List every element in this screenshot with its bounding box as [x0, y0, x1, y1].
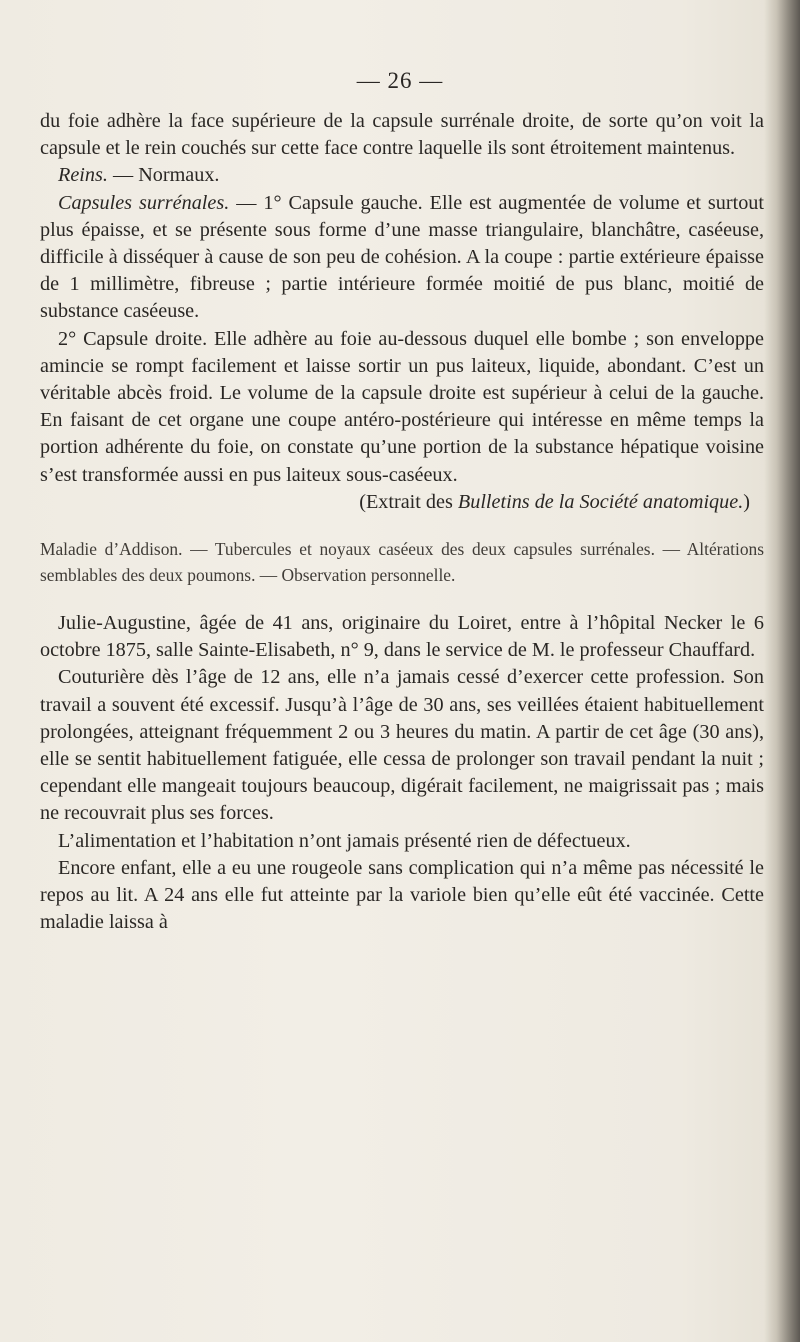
case-heading-block: [40, 536, 764, 588]
reins-dash: —: [112, 164, 134, 187]
case-heading: Maladie d’Addison. — Tubercules et noyaux caséeux des deux capsules surrénales. — Altérations semblables des deux poumons. — Observation personnelle.: [40, 539, 764, 586]
reins-label: Reins.: [58, 164, 108, 187]
citation-suffix: ): [743, 490, 750, 513]
capsules-text: — 1° Capsule gauche. Elle est augmentée de volume et surtout plus épaisse, et se présente sous forme d’une masse triangulaire, blanchâtre, caséeuse, difficile à disséquer à cause de son peu de cohésion. A la coupe : partie extérieure épaisse de 1 millimètre, fibreuse ; partie intérieure formée moitié de pus blanc, moitié de substance caséeuse.: [40, 191, 764, 323]
case-paragraph: Julie-Augustine, âgée de 41 ans, originaire du Loiret, entre à l’hôpital Necker le 6 octobre 1875, salle Sainte-Elisabeth, n° 9, dans le service de M. le professeur Chauffard.: [40, 612, 764, 662]
citation-prefix: (Extrait des: [359, 490, 453, 513]
paragraph-capsules: [40, 190, 764, 326]
case-paragraph: L’alimentation et l’habitation n’ont jamais présenté rien de défectueux.: [58, 829, 631, 852]
reins-text: Normaux.: [138, 164, 220, 187]
case-section: [40, 610, 764, 936]
text-body: [40, 108, 764, 936]
case-paragraph: Couturière dès l’âge de 12 ans, elle n’a jamais cessé d’exercer cette profession. Son travail a souvent été excessif. Jusqu’à l’âge de 30 ans, ses veillées étaient habituellement prolongées, atteignant fréquemment 2 ou 3 heures du matin. A partir de cet âge (30 ans), elle se sentit habituellement fatiguée, elle cessa de prolonger son travail pendant la nuit ; cependant elle mangeait toujours beaucoup, digérait facilement, ne maigrissait pas ; mais ne recouvrait plus ses forces.: [40, 666, 764, 825]
page-number: — 26 —: [356, 68, 444, 93]
paragraph-continued: du foie adhère la face supérieure de la capsule surrénale droite, de sorte qu’on voit la capsule et le rein couchés sur cette face contre laquelle ils sont étroitement maintenus.: [40, 110, 764, 160]
page-edge-shadow: [764, 0, 800, 1342]
citation-title: Bulletins de la Société anatomique.: [457, 490, 744, 513]
paragraph-right-capsule: 2° Capsule droite. Elle adhère au foie au-dessous duquel elle bombe ; son enveloppe amincie se rompt facilement et laisse sortir un pus laiteux, liquide, abondant. C’est un véritable abcès froid. Le volume de la capsule droite est supérieur à celui de la gauche. En faisant de cet organe une coupe antéro-postérieure qui intéresse en même temps la portion adhérente du foie, on constate qu’une portion de la substance hépatique voisine s’est transformée aussi en pus laiteux sous-caséeux.: [40, 327, 764, 486]
spacer: [40, 588, 764, 610]
capsules-label: Capsules surrénales.: [58, 191, 230, 214]
source-citation: [40, 489, 764, 516]
autopsy-section: [40, 108, 764, 516]
paragraph-reins: [40, 162, 764, 189]
case-paragraph: Encore enfant, elle a eu une rougeole sans complication qui n’a même pas nécessité le repos au lit. A 24 ans elle fut atteinte par la variole bien qu’elle eût été vaccinée. Cette maladie laissa à: [40, 856, 764, 934]
